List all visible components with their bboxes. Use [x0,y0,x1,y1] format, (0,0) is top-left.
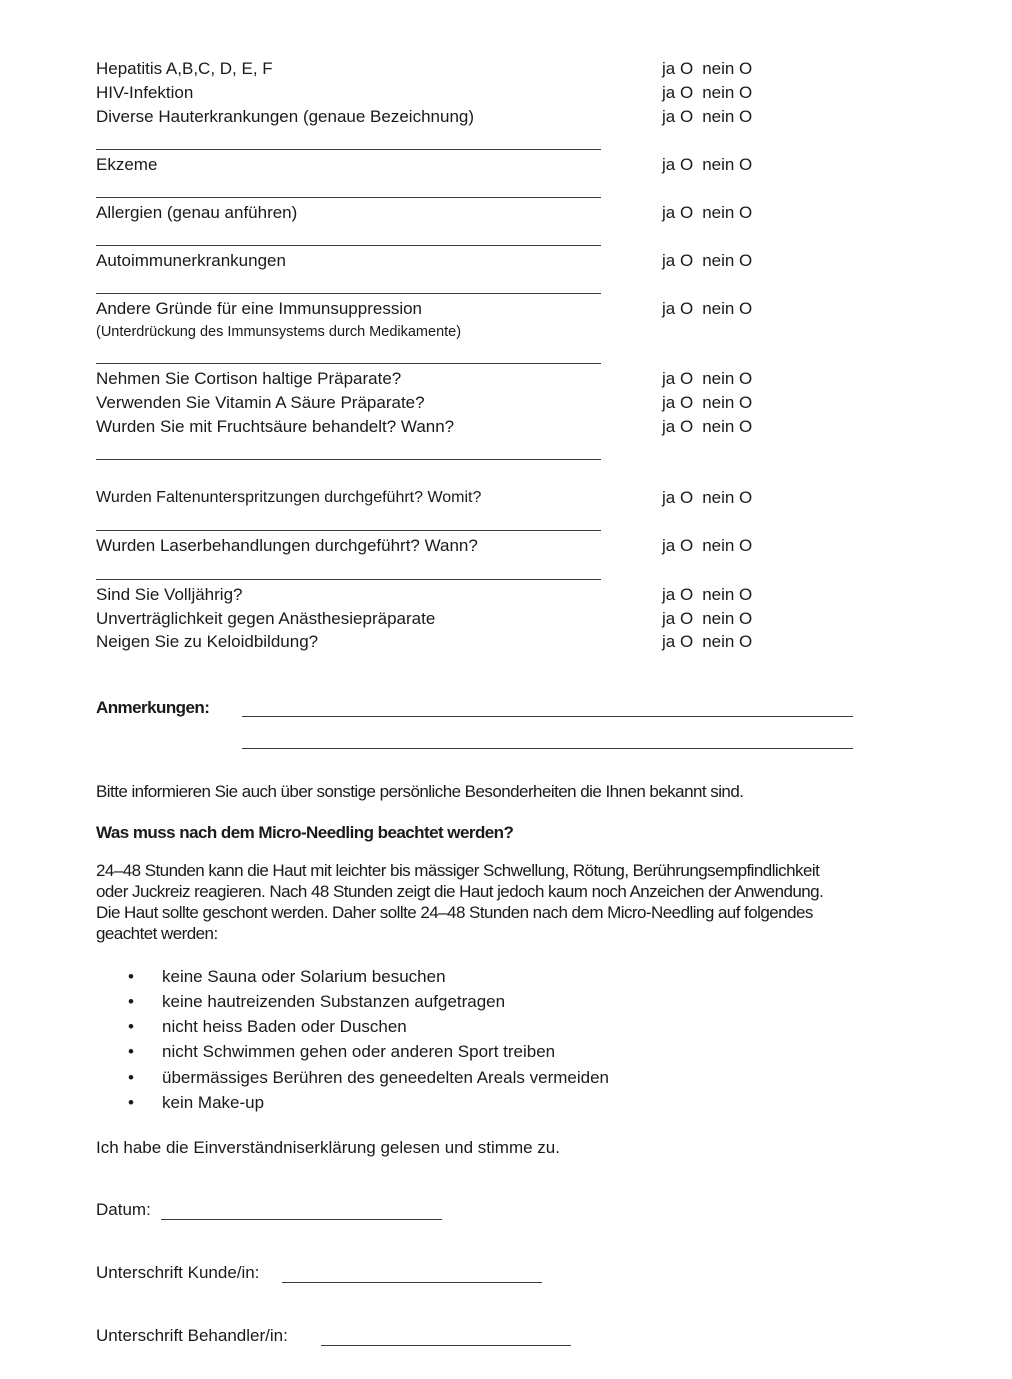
yes-no-choice [662,536,752,556]
no-option[interactable]: nein O [702,107,753,126]
yes-no-choice [662,417,752,437]
date-field[interactable] [161,1219,442,1220]
client-signature-field[interactable] [282,1282,542,1283]
bullet-icon: • [128,992,134,1011]
question-label: Unverträglichkeit gegen Anästhesiepräparate [96,609,436,628]
yes-no-choice [662,251,752,271]
question-label: Wurden Laserbehandlungen durchgeführt? Wann? [96,536,478,555]
yes-no-choice [662,83,752,103]
aftercare-heading: Was muss nach dem Micro-Needling beachtet werden? [96,823,514,842]
yes-no-choice [662,488,752,508]
question-label: Andere Gründe für eine Immunsuppression [96,299,423,318]
answer-line[interactable] [96,579,601,580]
no-option[interactable]: nein O [702,203,753,222]
yes-option[interactable]: ja O [662,609,694,628]
question-label: Hepatitis A,B,C, D, E, F [96,59,273,78]
no-option[interactable]: nein O [702,609,753,628]
bullet-icon: • [128,1093,134,1112]
yes-no-choice [662,393,752,413]
yes-option[interactable]: ja O [662,536,694,555]
yes-no-choice [662,585,752,605]
question-label: Sind Sie Volljährig? [96,585,243,604]
yes-option[interactable]: ja O [662,488,694,507]
bullet-icon: • [128,1017,134,1036]
yes-option[interactable]: ja O [662,585,694,604]
yes-no-choice [662,369,752,389]
answer-line[interactable] [96,197,601,198]
no-option[interactable]: nein O [702,536,753,555]
info-text: Bitte informieren Sie auch über sonstige persönliche Besonderheiten die Ihnen bekannt sind. [96,782,744,801]
answer-line[interactable] [96,459,601,460]
no-option[interactable]: nein O [702,632,753,651]
practitioner-signature-label: Unterschrift Behandler/in: [96,1326,288,1345]
answer-line[interactable] [96,363,601,364]
yes-no-choice [662,609,752,629]
question-label: Verwenden Sie Vitamin A Säure Präparate? [96,393,425,412]
yes-option[interactable]: ja O [662,83,694,102]
yes-option[interactable]: ja O [662,299,694,318]
list-item: nicht heiss Baden oder Duschen [162,1017,407,1036]
aftercare-paragraph-line: Die Haut sollte geschont werden. Daher sollte 24–48 Stunden nach dem Micro-Needling auf folgendes [96,903,813,922]
list-item: nicht Schwimmen gehen oder anderen Sport treiben [162,1042,556,1061]
bullet-icon: • [128,967,134,986]
question-label: Neigen Sie zu Keloidbildung? [96,632,319,651]
practitioner-signature-field[interactable] [321,1345,571,1346]
bullet-icon: • [128,1068,134,1087]
question-label: HIV-Infektion [96,83,194,102]
aftercare-paragraph-line: oder Juckreiz reagieren. Nach 48 Stunden zeigt die Haut jedoch kaum noch Anzeichen der Anwendung. [96,882,824,901]
question-label: Diverse Hauterkrankungen (genaue Bezeichnung) [96,107,475,126]
answer-line[interactable] [96,149,601,150]
yes-option[interactable]: ja O [662,393,694,412]
yes-option[interactable]: ja O [662,369,694,388]
consent-statement: Ich habe die Einverständniserklärung gelesen und stimme zu. [96,1138,560,1157]
list-item: kein Make-up [162,1093,265,1112]
no-option[interactable]: nein O [702,585,753,604]
answer-line[interactable] [96,293,601,294]
date-label: Datum: [96,1200,151,1219]
answer-line[interactable] [96,530,601,531]
yes-option[interactable]: ja O [662,251,694,270]
yes-option[interactable]: ja O [662,203,694,222]
question-sublabel: (Unterdrückung des Immunsystems durch Medikamente) [96,324,462,340]
remarks-label: Anmerkungen: [96,698,210,717]
no-option[interactable]: nein O [702,299,753,318]
yes-no-choice [662,155,752,175]
list-item: keine Sauna oder Solarium besuchen [162,967,446,986]
yes-no-choice [662,107,752,127]
question-label: Wurden Sie mit Fruchtsäure behandelt? Wann? [96,417,455,436]
remarks-line-1[interactable] [242,716,853,717]
yes-option[interactable]: ja O [662,155,694,174]
no-option[interactable]: nein O [702,393,753,412]
question-label: Autoimmunerkrankungen [96,251,286,270]
no-option[interactable]: nein O [702,417,753,436]
no-option[interactable]: nein O [702,488,753,507]
question-label: Ekzeme [96,155,158,174]
yes-option[interactable]: ja O [662,632,694,651]
no-option[interactable]: nein O [702,251,753,270]
question-label: Allergien (genau anführen) [96,203,298,222]
aftercare-paragraph-line: geachtet werden: [96,924,218,943]
bullet-icon: • [128,1042,134,1061]
list-item: übermässiges Berühren des geneedelten Areals vermeiden [162,1068,609,1087]
remarks-line-2[interactable] [242,748,853,749]
client-signature-label: Unterschrift Kunde/in: [96,1263,260,1282]
yes-option[interactable]: ja O [662,59,694,78]
no-option[interactable]: nein O [702,83,753,102]
yes-no-choice [662,299,752,319]
yes-option[interactable]: ja O [662,107,694,126]
no-option[interactable]: nein O [702,369,753,388]
question-label: Wurden Faltenunterspritzungen durchgeführt? Womit? [96,489,482,506]
yes-no-choice [662,632,752,652]
no-option[interactable]: nein O [702,155,753,174]
yes-no-choice [662,59,752,79]
question-label: Nehmen Sie Cortison haltige Präparate? [96,369,402,388]
answer-line[interactable] [96,245,601,246]
yes-option[interactable]: ja O [662,417,694,436]
list-item: keine hautreizenden Substanzen aufgetragen [162,992,506,1011]
aftercare-paragraph-line: 24–48 Stunden kann die Haut mit leichter bis mässiger Schwellung, Rötung, Berührungsempfindlichkeit [96,861,820,880]
yes-no-choice [662,203,752,223]
no-option[interactable]: nein O [702,59,753,78]
